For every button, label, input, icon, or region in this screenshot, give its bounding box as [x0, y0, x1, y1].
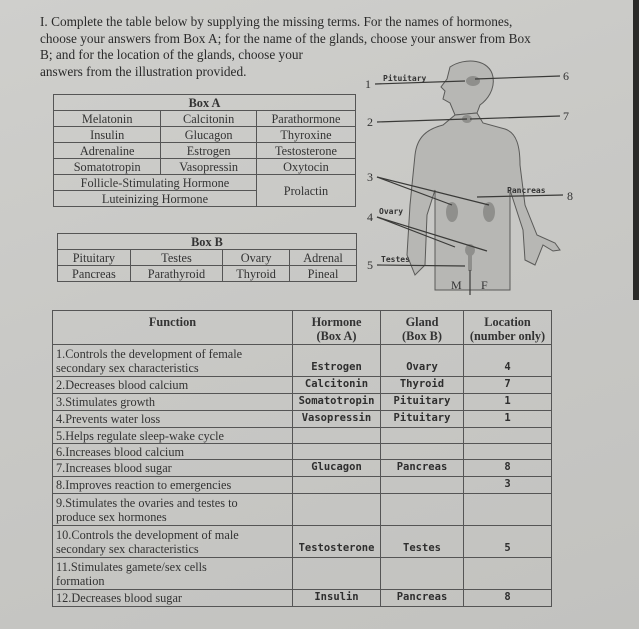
box-b-table: [57, 233, 357, 282]
box-a-cell: Adrenaline: [54, 143, 161, 159]
box-b-cell: Parathyroid: [130, 266, 222, 282]
hormone-answer[interactable]: Estrogen: [293, 345, 381, 377]
gland-answer[interactable]: Pancreas: [381, 590, 464, 607]
table-row: [53, 377, 552, 394]
label-pancreas: Pancreas: [507, 186, 546, 195]
box-a-cell: Oxytocin: [256, 159, 355, 175]
gland-answer[interactable]: [381, 444, 464, 460]
function-cell: 11.Stimulates gamete/sex cells formation: [53, 558, 293, 590]
box-a-cell: Thyroxine: [256, 127, 355, 143]
diagram-number-2: 2: [367, 115, 373, 129]
hormone-answer[interactable]: Vasopressin: [293, 411, 381, 428]
box-a-cell: Estrogen: [161, 143, 257, 159]
sex-label-female: F: [481, 278, 488, 292]
box-b-cell: Thyroid: [223, 266, 290, 282]
gland-answer[interactable]: [381, 428, 464, 444]
hormone-answer[interactable]: Somatotropin: [293, 394, 381, 411]
box-b-cell: Pituitary: [58, 250, 131, 266]
location-answer[interactable]: 1: [464, 394, 552, 411]
gland-answer[interactable]: Pancreas: [381, 460, 464, 477]
table-header-row: [53, 311, 552, 345]
box-a-cell: Follicle-Stimulating Hormone: [54, 175, 257, 191]
header-location: Location (number only): [464, 311, 552, 345]
table-row: [53, 494, 552, 526]
location-answer[interactable]: 4: [464, 345, 552, 377]
location-answer[interactable]: 1: [464, 411, 552, 428]
table-row: [53, 345, 552, 377]
location-answer[interactable]: [464, 494, 552, 526]
location-answer[interactable]: 8: [464, 460, 552, 477]
location-answer[interactable]: 5: [464, 526, 552, 558]
gland-answer[interactable]: [381, 477, 464, 494]
header-gland: Gland (Box B): [381, 311, 464, 345]
box-a-cell: Glucagon: [161, 127, 257, 143]
function-cell: 12.Decreases blood sugar: [53, 590, 293, 607]
label-pituitary: Pituitary: [383, 74, 427, 83]
function-cell: 7.Increases blood sugar: [53, 460, 293, 477]
box-a-cell: Insulin: [54, 127, 161, 143]
gland-answer[interactable]: [381, 494, 464, 526]
function-cell: 1.Controls the development of female secondary sex characteristics: [53, 345, 293, 377]
hormone-answer[interactable]: [293, 558, 381, 590]
endocrine-answer-table: [52, 310, 552, 607]
box-a-cell: Melatonin: [54, 111, 161, 127]
hormone-answer[interactable]: [293, 428, 381, 444]
gland-answer[interactable]: Testes: [381, 526, 464, 558]
instruction-line: B; and for the location of the glands, choose your: [40, 47, 303, 62]
box-b-cell: Testes: [130, 250, 222, 266]
instruction-line: I. Complete the table below by supplying the missing terms. For the names of hormones,: [40, 14, 513, 29]
table-row: [53, 428, 552, 444]
instruction-line: answers from the illustration provided.: [40, 63, 247, 79]
diagram-number-5: 5: [367, 258, 373, 272]
location-answer[interactable]: 3: [464, 477, 552, 494]
box-b-cell: Ovary: [223, 250, 290, 266]
table-row: [53, 526, 552, 558]
box-a-table: [53, 94, 356, 207]
location-answer[interactable]: 8: [464, 590, 552, 607]
body-silhouette: [407, 61, 560, 290]
gland-answer[interactable]: Pituitary: [381, 411, 464, 428]
hormone-answer[interactable]: Testosterone: [293, 526, 381, 558]
table-row: [53, 590, 552, 607]
header-hormone: Hormone (Box A): [293, 311, 381, 345]
box-b-title: Box B: [58, 234, 357, 250]
function-cell: 10.Controls the development of male secondary sex characteristics: [53, 526, 293, 558]
box-a-cell: Prolactin: [256, 175, 355, 207]
function-cell: 6.Increases blood calcium: [53, 444, 293, 460]
diagram-number-8: 8: [567, 189, 573, 203]
box-b-cell: Pancreas: [58, 266, 131, 282]
hormone-answer[interactable]: Glucagon: [293, 460, 381, 477]
table-row: [53, 444, 552, 460]
function-cell: 2.Decreases blood calcium: [53, 377, 293, 394]
box-b-cell: Adrenal: [290, 250, 357, 266]
gland-answer[interactable]: Thyroid: [381, 377, 464, 394]
table-row: [53, 460, 552, 477]
hormone-answer[interactable]: Insulin: [293, 590, 381, 607]
hormone-answer[interactable]: [293, 494, 381, 526]
instruction-line: choose your answers from Box A; for the name of the glands, choose your answer from Box: [40, 30, 531, 46]
label-testes: Testes: [381, 255, 410, 264]
hormone-answer[interactable]: [293, 477, 381, 494]
diagram-number-7: 7: [563, 109, 569, 123]
box-a-cell: Somatotropin: [54, 159, 161, 175]
table-row: [53, 394, 552, 411]
endocrine-body-diagram: [355, 55, 639, 295]
table-row: [53, 477, 552, 494]
function-cell: 5.Helps regulate sleep-wake cycle: [53, 428, 293, 444]
location-answer[interactable]: [464, 428, 552, 444]
function-cell: 4.Prevents water loss: [53, 411, 293, 428]
gland-answer[interactable]: [381, 558, 464, 590]
diagram-number-6: 6: [563, 69, 569, 83]
box-b-cell: Pineal: [290, 266, 357, 282]
function-cell: 8.Improves reaction to emergencies: [53, 477, 293, 494]
sex-label-male: M: [451, 278, 462, 292]
diagram-number-4: 4: [367, 210, 373, 224]
table-row: [53, 558, 552, 590]
hormone-answer[interactable]: [293, 444, 381, 460]
function-cell: 3.Stimulates growth: [53, 394, 293, 411]
table-row: [53, 411, 552, 428]
diagram-number-1: 1: [365, 77, 371, 91]
gland-answer[interactable]: Ovary: [381, 345, 464, 377]
box-a-cell: Luteinizing Hormone: [54, 191, 257, 207]
gland-answer[interactable]: Pituitary: [381, 394, 464, 411]
location-answer[interactable]: 7: [464, 377, 552, 394]
diagram-number-3: 3: [367, 170, 373, 184]
box-a-cell: Vasopressin: [161, 159, 257, 175]
label-ovary: Ovary: [379, 207, 404, 216]
box-a-title: Box A: [54, 95, 356, 111]
box-a-cell: Testosterone: [256, 143, 355, 159]
location-answer[interactable]: [464, 558, 552, 590]
box-a-cell: Calcitonin: [161, 111, 257, 127]
box-a-cell: Parathormone: [256, 111, 355, 127]
location-answer[interactable]: [464, 444, 552, 460]
function-cell: 9.Stimulates the ovaries and testes to produce sex hormones: [53, 494, 293, 526]
hormone-answer[interactable]: Calcitonin: [293, 377, 381, 394]
header-function: Function: [53, 311, 293, 345]
